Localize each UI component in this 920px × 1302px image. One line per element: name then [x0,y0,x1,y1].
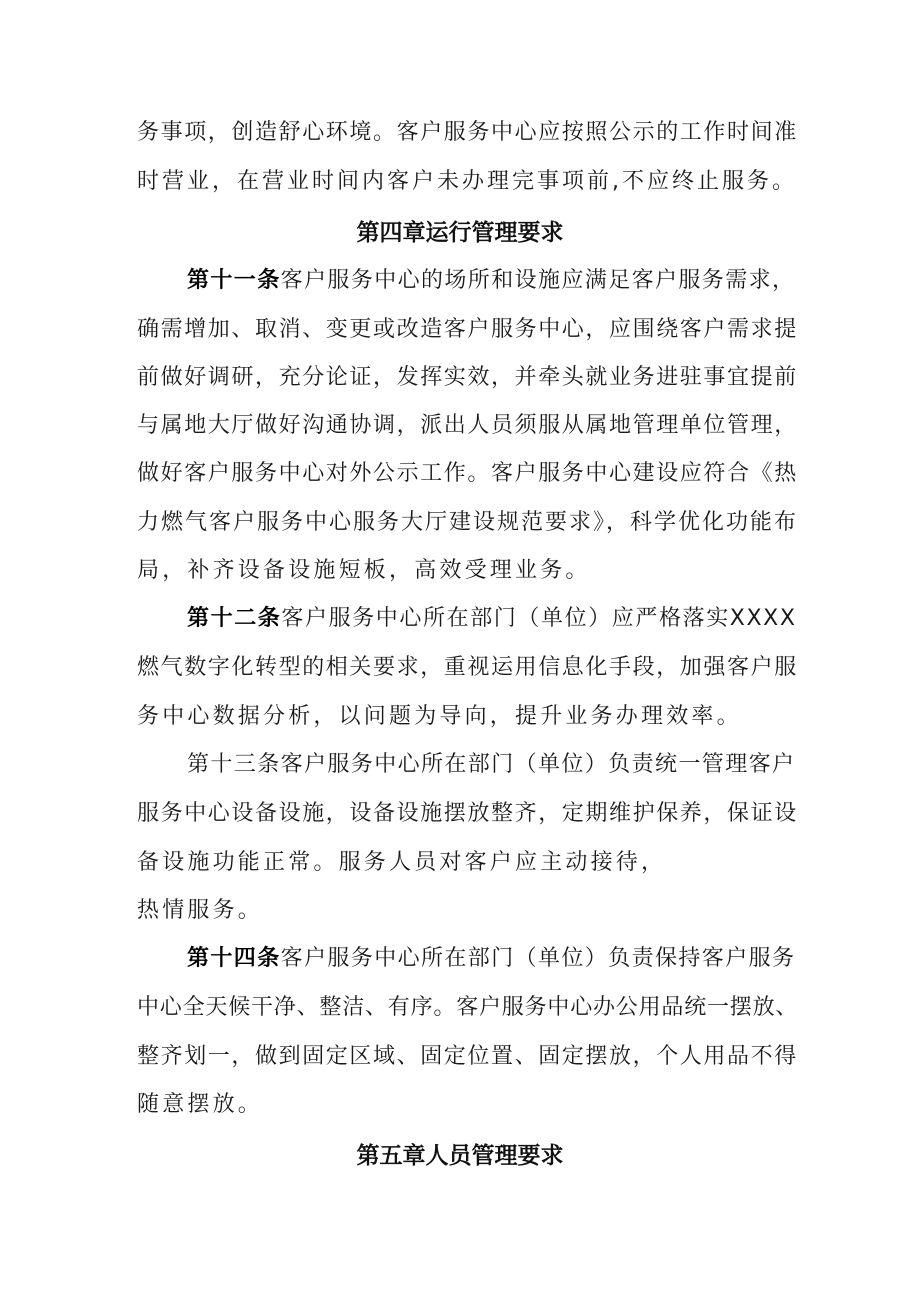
paragraph-line: 整齐划一，做到固定区域、固定位置、固定摆放，个人用品不得 [137,1044,798,1069]
paragraph-line: 中心全天候干净、整洁、有序。客户服务中心办公用品统一摆放、 [137,995,799,1020]
article-13-number: 第十三条 [187,752,281,777]
article-14-number: 第十四条 [187,946,281,971]
paragraph-line: 随意摆放。 [137,1092,264,1117]
article-13-first-line [187,750,795,780]
article-11-number: 第十一条 [187,268,281,293]
paragraph-line: 服务中心设备设施，设备设施摆放整齐，定期维护保养，保证设 [137,801,798,826]
paragraph-line: 确需增加、取消、变更或改造客户服务中心，应围绕客户需求提 [137,317,798,342]
paragraph-line: 力燃气客户服务中心服务大厅建设规范要求》，科学优化功能布 [137,510,799,535]
paragraph-line: 备设施功能正常。服务人员对客户应主动接待， [137,850,667,875]
article-11-text: 客户服务中心的场所和设施应满足客户服务需求， [280,268,796,293]
article-13-text: 客户服务中心所在部门（单位）负责统一管理客户 [280,752,796,777]
paragraph-line: 与属地大厅做好沟通协调，派出人员须服从属地管理单位管理， [137,413,798,438]
paragraph-line: 做好客户服务中心对外公示工作。客户服务中心建设应符合《热 [137,461,798,486]
paragraph-line: 前做好调研，充分论证，发挥实效，并牵头就业务进驻事宜提前 [137,365,798,390]
article-14-text: 客户服务中心所在部门（单位）负责保持客户服务 [280,946,796,971]
chapter-4-heading: 第四章运行管理要求 [356,220,564,246]
article-11-first-line [187,266,795,296]
paragraph-line: 务事项，创造舒心环境。客户服务中心应按照公示的工作时间准 [137,120,798,145]
paragraph-line: 燃气数字化转型的相关要求，重视运用信息化手段，加强客户服 [137,655,798,680]
paragraph-line: 务中心数据分析，以问题为导向，提升业务办理效率。 [137,704,742,729]
article-12-number: 第十二条 [187,606,282,631]
article-12-text: 客户服务中心所在部门（单位）应严格落实XXXX [281,606,797,631]
article-14-first-line [187,944,795,974]
paragraph-line: 热情服务。 [137,898,264,923]
paragraph-line: 局，补齐设备设施短板，高效受理业务。 [137,558,591,583]
paragraph-line: 时营业，在营业时间内客户未办理完事项前,不应终止服务。 [137,169,797,194]
chapter-5-heading: 第五章人员管理要求 [356,1143,564,1169]
article-12-first-line [187,604,797,634]
